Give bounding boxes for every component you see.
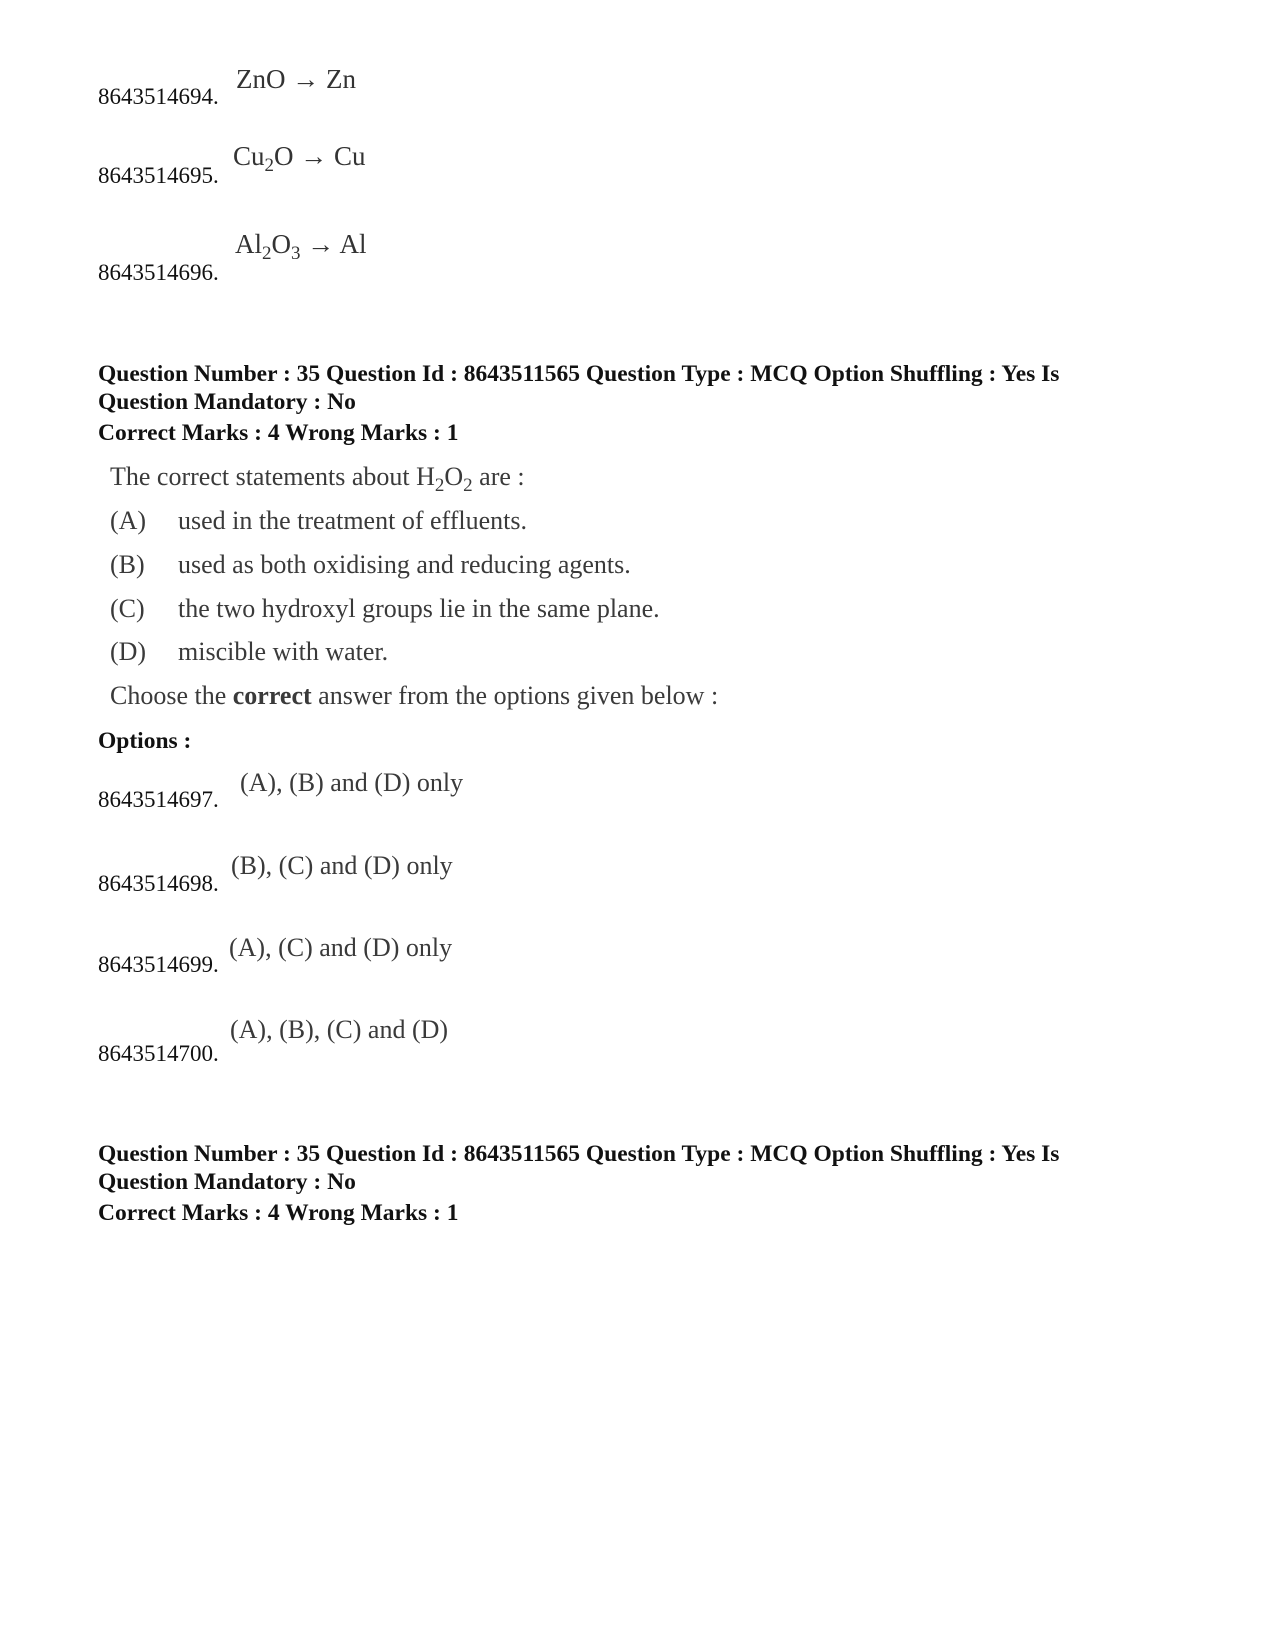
option-id: 8643514695. (98, 163, 219, 188)
statement-text: miscible with water. (178, 637, 389, 666)
statement-item (110, 550, 631, 580)
statement-label: (A) (110, 506, 147, 535)
option-formula: $Al_2O_3 \to Al$ (235, 229, 367, 264)
option-id: 8643514699. (98, 952, 219, 977)
option-formula: $Cu_2O \to Cu$ (233, 141, 366, 176)
question-mandatory: Question Mandatory : No (98, 1169, 356, 1195)
option-id: 8643514697. (98, 787, 219, 812)
question-meta-line: Question Number : 35 Question Id : 8643511565 Question Type : MCQ Option Shuffling : Yes Is (98, 361, 1060, 387)
statement-item (110, 594, 660, 624)
question-mandatory: Question Mandatory : No (98, 389, 356, 415)
statement-text: used as both oxidising and reducing agents. (178, 550, 631, 579)
statement-item (110, 637, 388, 667)
statement-text: used in the treatment of effluents. (178, 506, 527, 535)
statement-label: (D) (110, 637, 147, 666)
question-marks: Correct Marks : 4 Wrong Marks : 1 (98, 420, 459, 446)
statement-text: the two hydroxyl groups lie in the same plane. (178, 594, 660, 623)
statement-label: (B) (110, 550, 145, 579)
question-header (98, 360, 1198, 416)
option-text: (A), (C) and (D) only (229, 933, 453, 962)
option-id: 8643514700. (98, 1041, 219, 1066)
statement-label: (C) (110, 594, 145, 623)
option-id: 8643514696. (98, 260, 219, 285)
option-id: 8643514698. (98, 871, 219, 896)
option-text: (B), (C) and (D) only (231, 851, 453, 880)
question-meta-line: Question Number : 35 Question Id : 8643511565 Question Type : MCQ Option Shuffling : Yes Is (98, 1141, 1060, 1167)
question-stem: The correct statements about $H_2O_2$ are : (110, 462, 525, 496)
statement-item (110, 506, 527, 536)
options-label: Options : (98, 728, 192, 754)
next-question-header (98, 1140, 1198, 1196)
next-question-marks: Correct Marks : 4 Wrong Marks : 1 (98, 1200, 459, 1226)
option-formula: ZnO → Zn (236, 64, 356, 94)
choose-instruction: Choose the correct answer from the options given below : (110, 681, 719, 710)
option-text: (A), (B), (C) and (D) (230, 1015, 449, 1044)
option-text: (A), (B) and (D) only (240, 768, 464, 797)
option-id: 8643514694. (98, 84, 219, 109)
